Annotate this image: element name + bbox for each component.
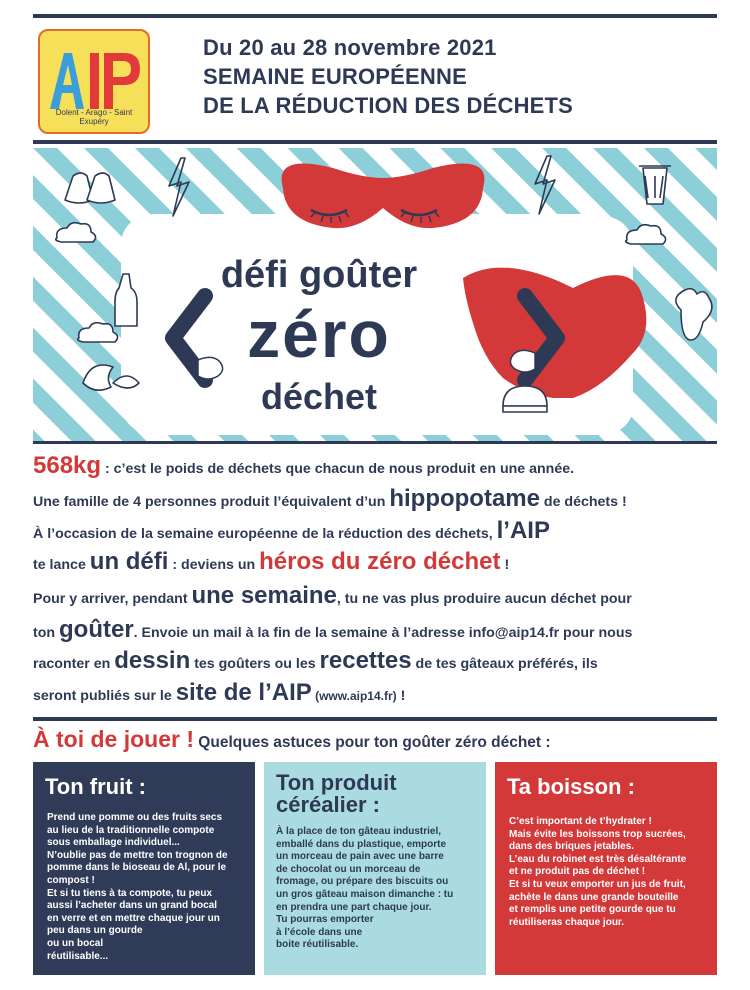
para-text: : deviens un (168, 557, 260, 573)
banner-bottom-rule (33, 441, 717, 444)
cereal-card (264, 762, 486, 975)
cereal-card-title: Ton produit céréalier : (276, 770, 397, 817)
para-line-8 (33, 679, 405, 707)
para-text: raconter en (33, 656, 115, 672)
aip-logo (38, 29, 150, 134)
para-text: ! (396, 688, 406, 704)
hippo-highlight: hippopotame (389, 485, 540, 512)
para-line-2 (33, 485, 627, 513)
semaine-highlight: une semaine (191, 582, 337, 609)
recettes-highlight: recettes (319, 647, 412, 674)
header-rule (33, 140, 717, 144)
para-text: . Envoie un mail à la fin de la semaine à l’adresse info@aip14.fr pour nous (133, 625, 633, 641)
logo-tagline: Dolent - Arago - Saint Exupéry (55, 108, 133, 126)
gouter-highlight: goûter (59, 616, 134, 643)
para-text: , tu ne vas plus produire aucun déchet pour (336, 591, 632, 607)
para-line-3 (33, 517, 550, 545)
fruit-card-title: Ton fruit : (45, 774, 146, 799)
cereal-card-body: À la place de ton gâteau industriel, emballé dans du plastique, emporte un morceau de pain avec une barre de chocolat ou un morceau de fromage, ou prépare des biscuits ou un gros gâteau maison dimanche : tu en prendra une part chaque jour. Tu pourras emporter à l’école dans une boite réutilisable. (276, 826, 454, 951)
tips-heading-sub: Quelques astuces pour ton goûter zéro déchet : (194, 734, 551, 751)
para-text: ton (33, 625, 59, 641)
para-line-7 (33, 647, 598, 675)
para-line-1 (33, 452, 574, 480)
para-text: À l’occasion de la semaine européenne de la réduction des déchets, (33, 526, 497, 542)
para-text: tes goûters ou les (190, 656, 320, 672)
section-rule (33, 717, 717, 721)
para-line-6 (33, 616, 632, 644)
site-highlight: site de l’AIP (175, 679, 312, 706)
header-line2: SEMAINE EUROPÉENNE (203, 64, 467, 89)
drink-card-title: Ta boisson : (507, 774, 635, 799)
tips-heading (33, 726, 551, 753)
para-text: seront publiés sur le (33, 688, 176, 704)
banner-dechet: déchet (260, 376, 378, 417)
para-text: Une famille de 4 personnes produit l’équivalent d’un (33, 494, 390, 510)
site-url: (www.aip14.fr) (311, 689, 397, 703)
para-text: : c’est le poids de déchets que chacun de nous produit en une année. (101, 461, 575, 477)
para-text: de déchets ! (539, 494, 627, 510)
fruit-card (33, 762, 255, 975)
weight-highlight: 568kg (33, 452, 102, 479)
para-text: ! (500, 557, 510, 573)
top-rule (33, 14, 717, 18)
para-text: te lance (33, 557, 90, 573)
aip-highlight: l’AIP (496, 517, 550, 544)
para-text: Pour y arriver, pendant (33, 591, 192, 607)
header-dates: Du 20 au 28 novembre 2021 (203, 35, 497, 60)
fruit-card-body: Prend une pomme ou des fruits secs au lieu de la traditionnelle compote sous emballage individuel... N’oublie pas de mettre ton trognon de pomme dans le bioseau de Al, pour le compost ! Et si tu tiens à ta compote, tu peux aussi l’acheter dans un grand bocal en verre et en mettre chaque jour un peu dans un gourde ou un bocal réutilisable... (47, 812, 228, 962)
hero-banner (33, 148, 717, 441)
banner-zero: zéro (247, 297, 391, 371)
tips-heading-main: À toi de jouer ! (33, 726, 194, 752)
para-line-5 (33, 582, 632, 610)
header-title (203, 33, 573, 120)
drink-card-body: C’est important de t’hydrater ! Mais évite les boissons trop sucrées, dans des briques jetables. L’eau du robinet est très désaltérante et ne produit pas de déchet ! Et si tu veux emporter un jus de fruit, achète le dans une grande bouteille et remplis une petite gourde que tu réutiliseras chaque jour. (509, 816, 687, 928)
defi-highlight: un défi (89, 548, 169, 575)
para-text: de tes gâteaux préférés, ils (411, 656, 598, 672)
para-line-4 (33, 548, 509, 576)
dessin-highlight: dessin (114, 647, 191, 674)
heros-highlight: héros du zéro déchet (259, 548, 501, 575)
banner-defi-gouter: défi goûter (220, 254, 418, 296)
header-line3: DE LA RÉDUCTION DES DÉCHETS (203, 93, 574, 118)
drink-card (495, 762, 717, 975)
